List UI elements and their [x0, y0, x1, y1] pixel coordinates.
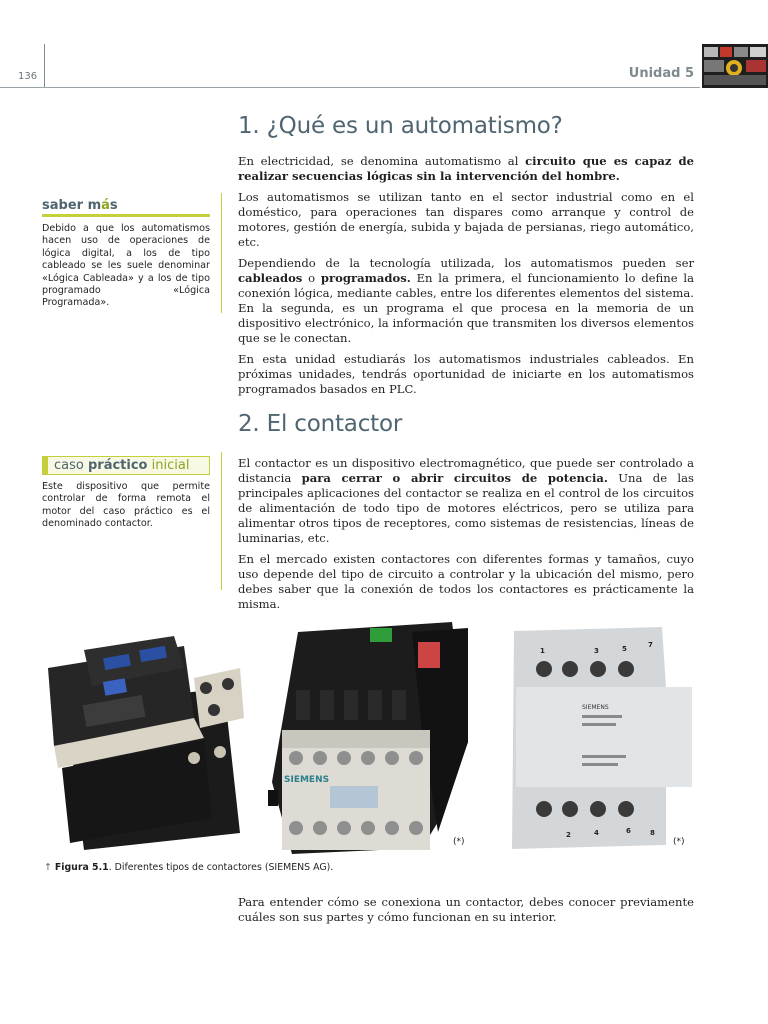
section-2-paragraph-2: En el mercado existen contactores con diferentes formas y tamaños, cuyo uso depende del tipo de circuito a controlar y la ubicación del mismo, pero debes saber que la conexión de todos los contactores es prácticamente la misma.	[238, 552, 694, 611]
section-1-paragraph-3: Dependiendo de la tecnología utilizada, los automatismos pueden ser cableados o programados. En la primera, el funcionamiento lo define la conexión lógica, mediante cables, entre los diferentes elementos del sistema. En la segunda, es un programa el que procesa en la memoria de un dispositivo electrónico, la información que transmiten los diversos elementos que se le conectan.	[238, 256, 695, 345]
sidebar-caso-practico	[42, 456, 210, 531]
photo-3-asterisk: (*)	[673, 837, 685, 847]
figure-caption	[44, 862, 333, 873]
photo-3-terminal-6: 6	[626, 827, 631, 835]
page-number: 136	[18, 71, 38, 82]
section-2-paragraph-1: El contactor es un dispositivo electromagnético, que puede ser controlado a distancia para cerrar o abrir circuitos de potencia. Una de las principales aplicaciones del contactor se realiza en el control de los circuitos de alimentación de todo tipo de motores eléctricos, pero se utiliza para alimentar otros tipos de receptores, como sistemas de resistencias, líneas de luminarias, etc.	[238, 456, 695, 545]
section-2-title: 2. El contactor	[238, 411, 403, 437]
photo-3-terminal-1: 1	[540, 647, 545, 655]
section-1-paragraph-1: En electricidad, se denomina automatismo al circuito que es capaz de realizar secuencias lógicas sin la intervención del hombre.	[238, 154, 694, 183]
section-1-paragraph-4: En esta unidad estudiarás los automatismos industriales cableados. En próximas unidades, tendrás oportunidad de iniciarte en los automatismos programados basados en PLC.	[238, 352, 694, 396]
photo-3-terminal-3: 3	[594, 647, 599, 655]
photo-3-brand: SIEMENS	[582, 704, 609, 711]
sidebar-2-text: Este dispositivo que permite controlar de forma remota el motor del caso práctico es el denominado contactor.	[42, 481, 210, 530]
sidebar-1-title: saber más	[42, 198, 210, 217]
photo-3-terminal-8: 8	[650, 829, 655, 837]
section-1-paragraph-2: Los automatismos se utilizan tanto en el sector industrial como en el doméstico, para operaciones tan dispares como arranque y control de motores, gestión de energía, subida y bajada de persianas, riego automático, etc.	[238, 190, 694, 249]
section-1-body	[238, 154, 694, 403]
contactor-photo-2	[262, 622, 470, 858]
sidebar-saber-mas	[42, 198, 210, 310]
contactor-photo-3	[510, 627, 694, 853]
sidebar-1-text: Debido a que los automatismos hacen uso de operaciones de lógica digital, a los de tipo cableado se les suele denominar «Lógica Cableada» y a los de tipo programado «Lógica Programada».	[42, 223, 210, 309]
photo-2-asterisk: (*)	[453, 837, 465, 847]
photo-3-terminal-5: 5	[622, 645, 627, 653]
sidebar-1-rule	[221, 193, 222, 313]
unit-label: Unidad 5	[628, 66, 694, 81]
photo-3-terminal-2: 2	[566, 831, 571, 839]
definition-highlight: circuito que es capaz de realizar secuencias lógicas sin la intervención del hombre.	[238, 154, 694, 183]
sidebar-2-rule	[221, 452, 222, 590]
contactor-photo-1	[44, 628, 244, 857]
section-2-body	[238, 456, 694, 618]
closing-paragraph: Para entender cómo se conexiona un contactor, debes conocer previamente cuáles son sus partes y cómo funcionan en su interior.	[238, 895, 694, 924]
photo-3-terminal-7: 7	[648, 641, 653, 649]
photo-3-terminal-4: 4	[594, 829, 599, 837]
caption-label: Figura 5.1	[54, 862, 109, 873]
sidebar-2-title: caso práctico inicial	[42, 456, 210, 475]
header-horizontal-rule	[0, 87, 700, 88]
header-vertical-rule	[44, 44, 45, 88]
caption-text: . Diferentes tipos de contactores (SIEMENS AG).	[108, 862, 334, 873]
photo-2-brand: SIEMENS	[284, 775, 330, 785]
header-thumbnail-image	[702, 44, 768, 88]
section-1-title: 1. ¿Qué es un automatismo?	[238, 113, 563, 139]
caption-arrow-icon: ↑	[44, 862, 52, 873]
